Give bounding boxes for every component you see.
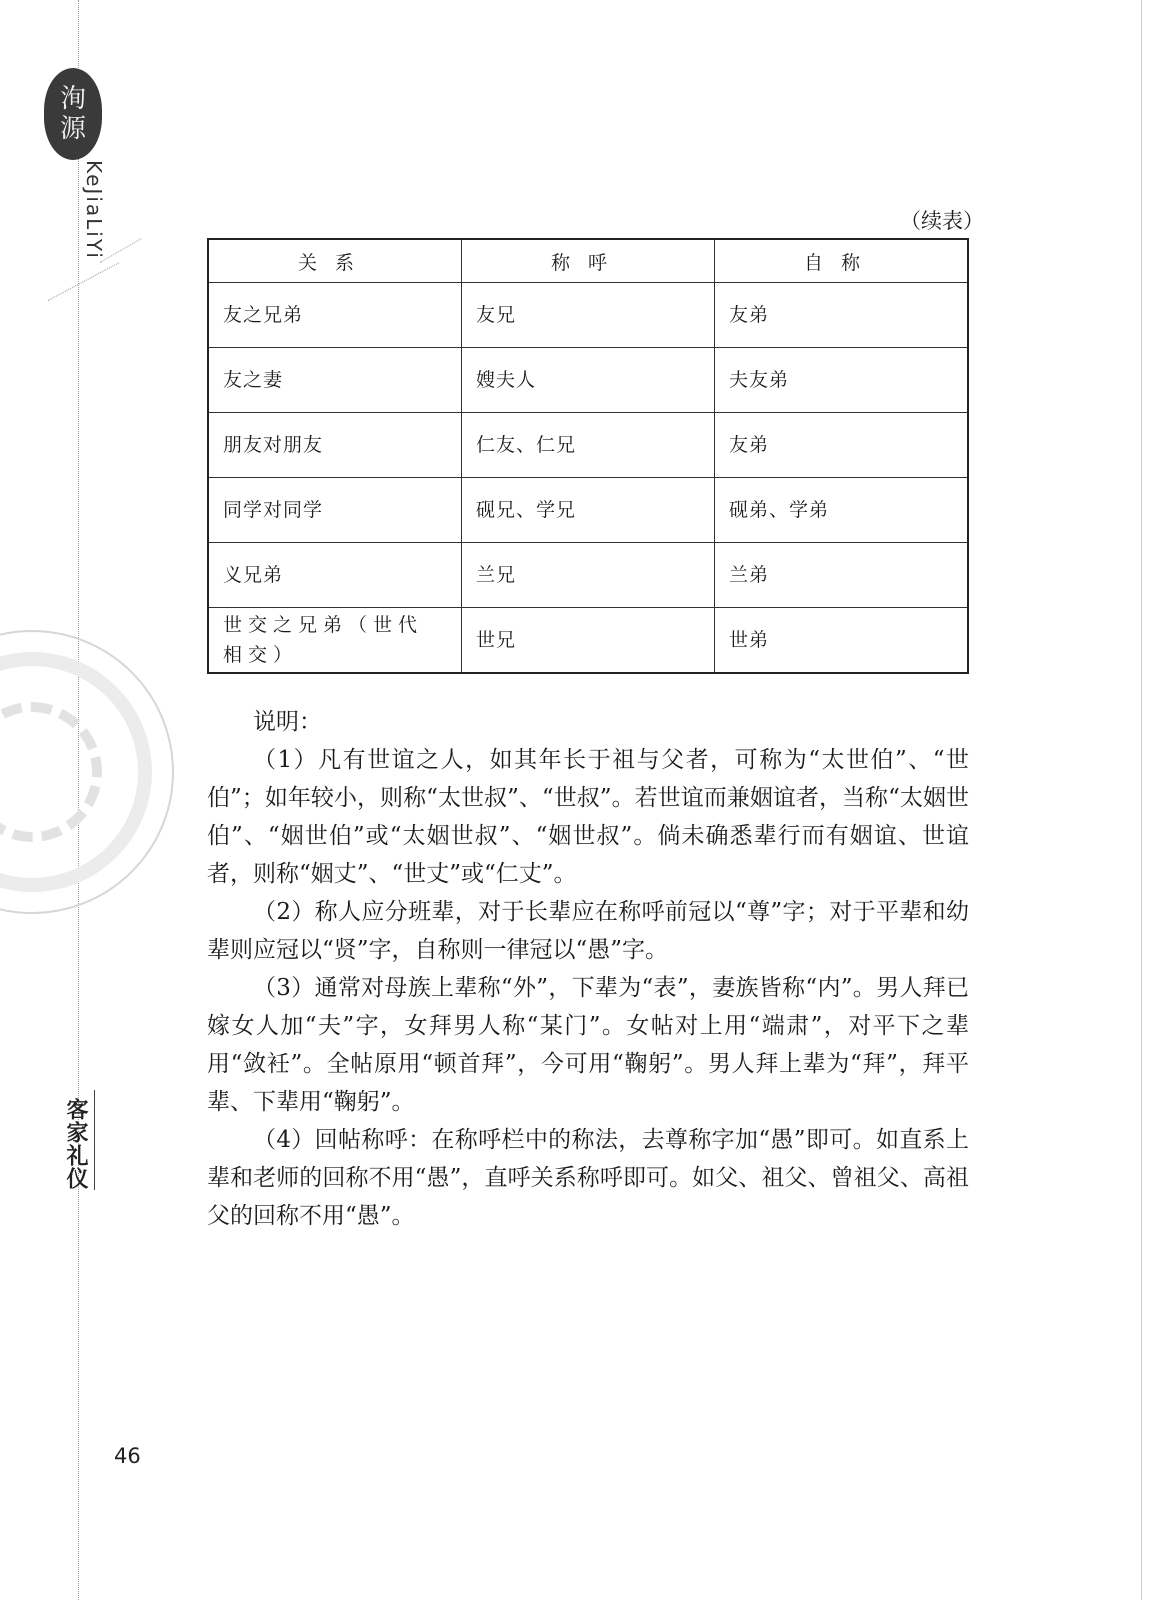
header-address: 称呼: [462, 239, 715, 283]
seal-char-1: 洵: [59, 84, 86, 114]
header-relation: 关系: [208, 239, 462, 283]
note-paragraph: （3）通常对母族上辈称“外”，下辈为“表”，妻族皆称“内”。男人拜已嫁女人加“夫”字，女拜男人称“某门”。女帖对上用“端肃”，对平下之辈用“敛衽”。全帖原用“顿首拜”，今可用“鞠躬”。男人拜上辈为“拜”，拜平辈、下辈用“鞠躬”。: [207, 975, 969, 1115]
table-header-row: [208, 239, 968, 283]
cell-self: 友弟: [715, 283, 969, 348]
note-paragraph: （2）称人应分班辈，对于长辈应在称呼前冠以“尊”字；对于平辈和幼辈则应冠以“贤”字，自称则一律冠以“愚”字。: [207, 899, 969, 963]
side-title-rule: [94, 1090, 95, 1190]
continued-table-label: （续表）: [900, 209, 984, 233]
table-row: [208, 543, 968, 608]
seal-logo: [44, 68, 102, 160]
side-book-title: 客家礼仪: [63, 1098, 88, 1190]
cell-relation: 友之妻: [208, 348, 462, 413]
cell-self: 世弟: [715, 608, 969, 674]
cell-relation: 义兄弟: [208, 543, 462, 608]
cell-relation: 同学对同学: [208, 478, 462, 543]
cell-address: 世兄: [462, 608, 715, 674]
cell-relation: 朋友对朋友: [208, 413, 462, 478]
table-row: [208, 608, 968, 674]
page-number: 46: [114, 1444, 141, 1468]
cell-address: 仁友、仁兄: [462, 413, 715, 478]
cell-address: 嫂夫人: [462, 348, 715, 413]
notes-section: [207, 703, 969, 1235]
cell-address: 兰兄: [462, 543, 715, 608]
table-row: [208, 283, 968, 348]
header-self-reference: 自称: [715, 239, 969, 283]
cell-self: 夫友弟: [715, 348, 969, 413]
address-terms-table: [207, 238, 969, 674]
note-paragraph: （1）凡有世谊之人，如其年长于祖与父者，可称为“太世伯”、“世伯”；如年较小，则称“太世叔”、“世叔”。若世谊而兼姻谊者，当称“太姻世伯”、“姻世伯”或“太姻世叔”、“姻世叔”。倘未确悉辈行而有姻谊、世谊者，则称“姻丈”、“世丈”或“仁丈”。: [207, 747, 969, 887]
cell-self: 兰弟: [715, 543, 969, 608]
cell-self: 砚弟、学弟: [715, 478, 969, 543]
decorative-diagonal: [100, 238, 142, 263]
cell-address: 砚兄、学兄: [462, 478, 715, 543]
seal-char-2: 源: [59, 114, 86, 144]
cell-relation: 友之兄弟: [208, 283, 462, 348]
decorative-diagonal: [48, 263, 119, 301]
series-latin-title: KeJiaLiYi: [82, 160, 106, 260]
notes-heading: 说明：: [253, 709, 322, 735]
cloud-ornament-medallion: [0, 630, 174, 914]
table-row: [208, 413, 968, 478]
page-edge-line: [1141, 0, 1142, 1600]
cell-relation: 世交之兄弟（世代相交）: [208, 608, 462, 674]
table-row: [208, 478, 968, 543]
note-paragraph: （4）回帖称呼：在称呼栏中的称法，去尊称字加“愚”即可。如直系上辈和老师的回称不用“愚”，直呼关系称呼即可。如父、祖父、曾祖父、高祖父的回称不用“愚”。: [207, 1127, 969, 1229]
table-row: [208, 348, 968, 413]
cell-address: 友兄: [462, 283, 715, 348]
cell-self: 友弟: [715, 413, 969, 478]
